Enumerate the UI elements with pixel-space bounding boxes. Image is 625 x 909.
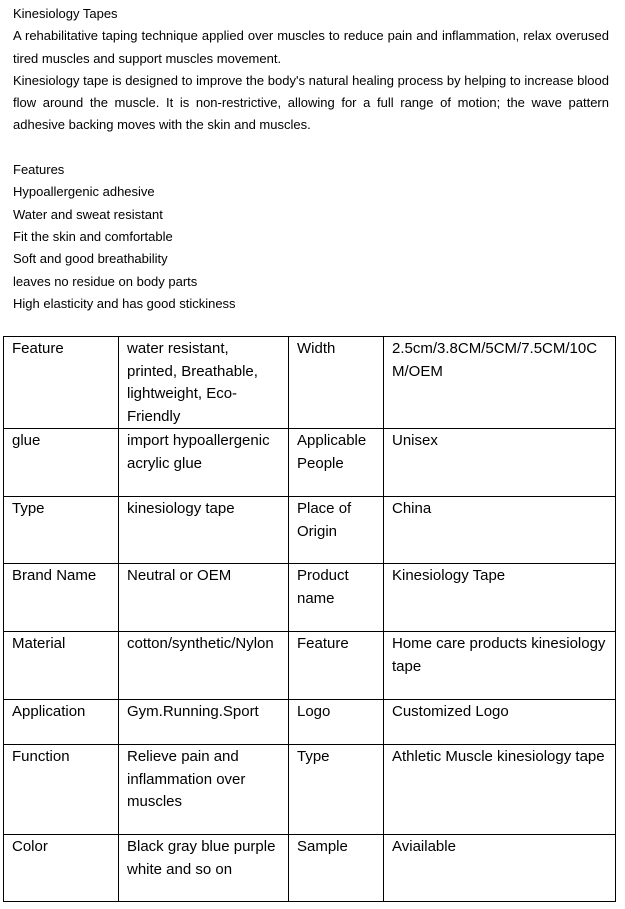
table-cell: Logo [289, 700, 384, 745]
table-cell: Type [289, 745, 384, 835]
table-cell: Brand Name [4, 564, 119, 632]
intro-paragraph-1: A rehabilitative taping technique applied over muscles to reduce pain and inflammation, relax overused tired muscles and support muscles movement. [13, 28, 609, 66]
table-cell: import hypoallergenic acrylic glue [119, 429, 289, 497]
table-cell: Place of Origin [289, 497, 384, 564]
table-cell: Relieve pain and inflammation over muscles [119, 745, 289, 835]
feature-item: High elasticity and has good stickiness [13, 295, 236, 311]
table-cell: Athletic Muscle kinesiology tape [384, 745, 616, 835]
feature-item: Water and sweat resistant [13, 206, 163, 222]
table-cell: Width [289, 337, 384, 429]
table-cell: Product name [289, 564, 384, 632]
table-cell: Gym.Running.Sport [119, 700, 289, 745]
table-cell: Type [4, 497, 119, 564]
feature-item: Soft and good breathability [13, 251, 168, 267]
table-row [4, 745, 616, 835]
table-cell: Home care products kinesiology tape [384, 632, 616, 700]
table-cell: Applicable People [289, 429, 384, 497]
table-cell: Black gray blue purple white and so on [119, 835, 289, 902]
table-cell: Sample [289, 835, 384, 902]
table-row [4, 429, 616, 497]
table-cell: kinesiology tape [119, 497, 289, 564]
blank-line [13, 137, 609, 159]
features-heading: Features [13, 162, 65, 178]
table-cell: Feature [4, 337, 119, 429]
table-row [4, 564, 616, 632]
table-cell: Feature [289, 632, 384, 700]
feature-item: leaves no residue on body parts [13, 273, 198, 289]
intro-paragraph-2: Kinesiology tape is designed to improve the body's natural healing process by helping to increase blood flow around the muscle. It is non-restrictive, allowing for a full range of motion; the wave pattern adhesive backing moves with the skin and muscles. [13, 72, 609, 133]
table-cell: cotton/synthetic/Nylon [119, 632, 289, 700]
table-cell: Customized Logo [384, 700, 616, 745]
table-cell: glue [4, 429, 119, 497]
feature-item: Fit the skin and comfortable [13, 228, 173, 244]
table-cell: water resistant, printed, Breathable, lightweight, Eco-Friendly [119, 337, 289, 429]
table-cell: China [384, 497, 616, 564]
table-row [4, 700, 616, 745]
description-section [13, 3, 609, 315]
table-cell: Neutral or OEM [119, 564, 289, 632]
feature-item: Hypoallergenic adhesive [13, 184, 155, 200]
table-cell: Application [4, 700, 119, 745]
table-row [4, 497, 616, 564]
table-cell: Kinesiology Tape [384, 564, 616, 632]
table-row [4, 835, 616, 902]
table-cell: Aviailable [384, 835, 616, 902]
table-cell: Material [4, 632, 119, 700]
table-cell: 2.5cm/3.8CM/5CM/7.5CM/10CM/OEM [384, 337, 616, 429]
table-cell: Function [4, 745, 119, 835]
table-cell: Unisex [384, 429, 616, 497]
table-row [4, 337, 616, 429]
specs-table [3, 336, 616, 902]
table-cell: Color [4, 835, 119, 902]
table-row [4, 632, 616, 700]
document-title: Kinesiology Tapes [13, 6, 118, 21]
